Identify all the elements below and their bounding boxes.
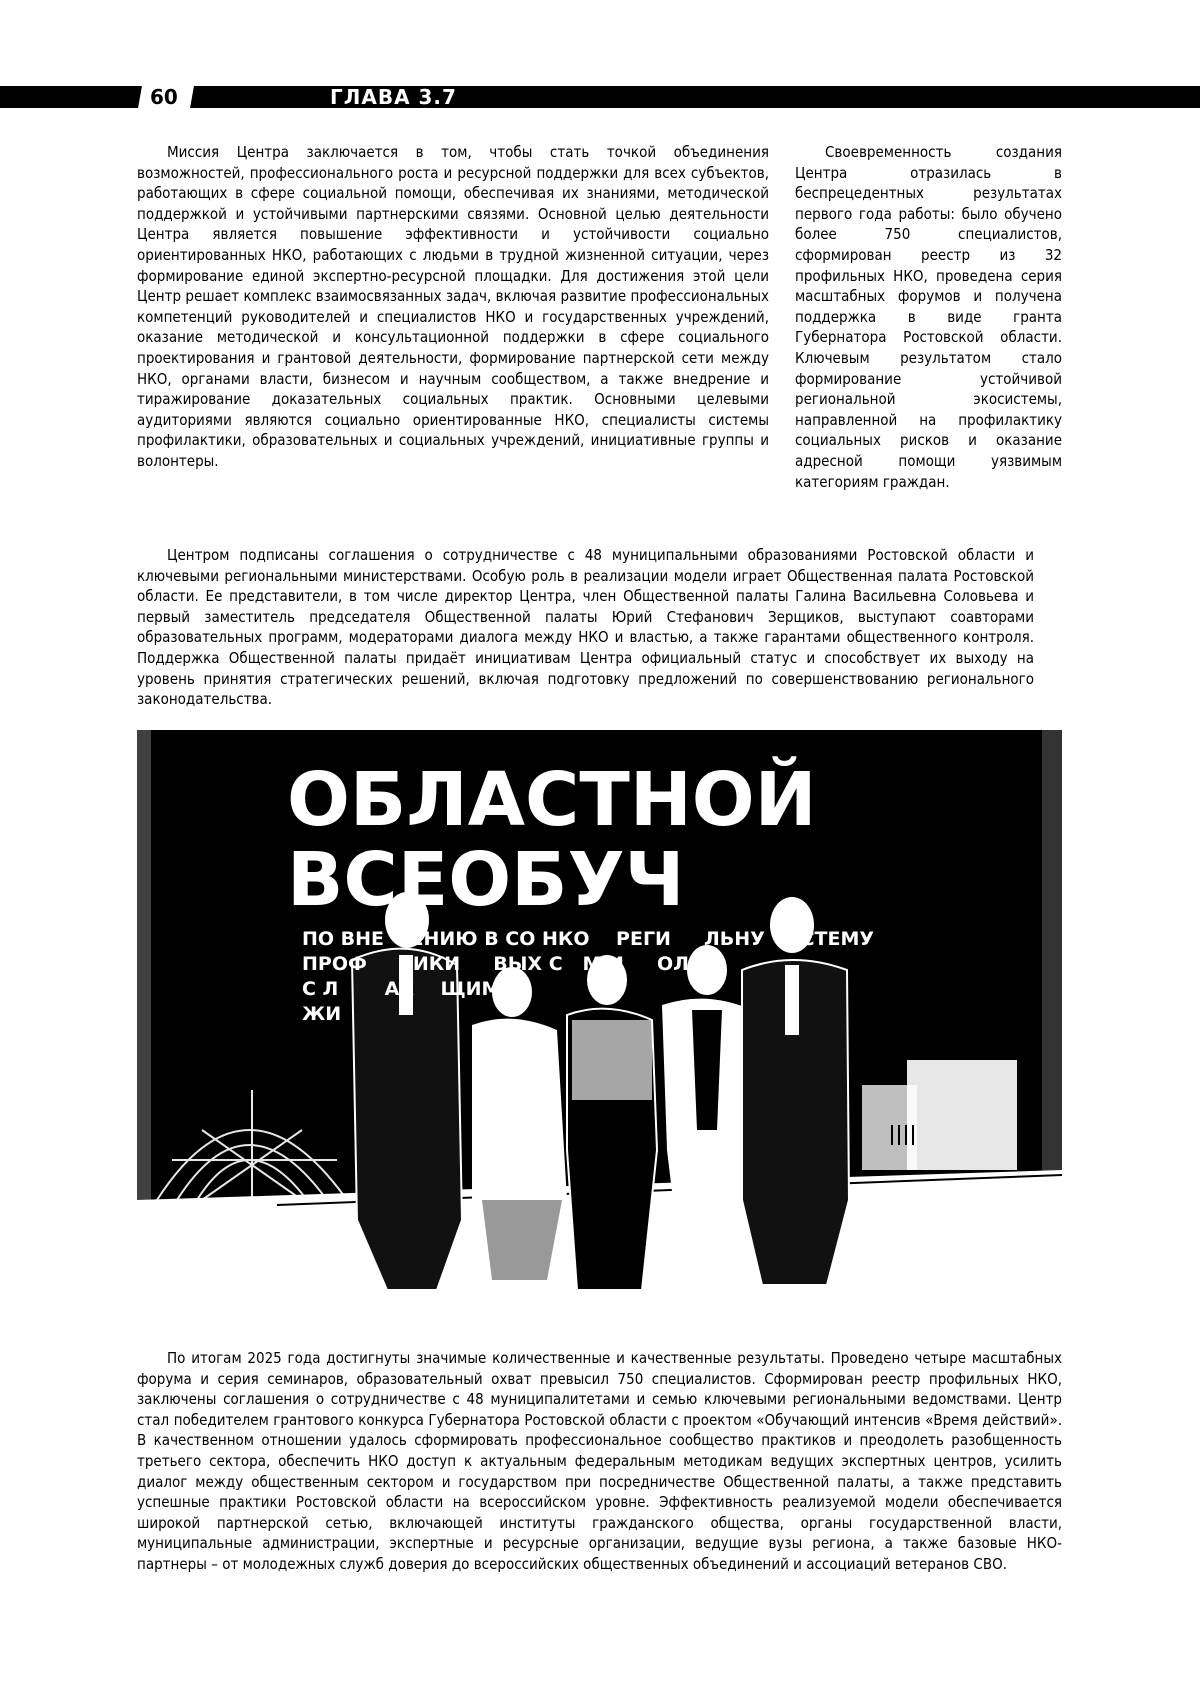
banner-subtitle-line2: ПРОФ ТИКИ ВЫХ С М И ОЛ [302,953,689,975]
agreements-paragraph: Центром подписаны соглашения о сотрудничестве с 48 муниципальными образованиями Ростовской области и ключевыми региональными министерствами. Особую роль в реализации модели играет Общественная палата Ростовской области. Ее представители, в том числе директор Центра, член Общественной палаты Галина Васильевна Соловьева и первый заместитель председателя Общественной палаты Юрий Стефанович Зерщиков, выступают соавторами образовательных программ, модераторами диалога между НКО и властью, а также гарантами общественного контроля. Поддержка Общественной палаты придаёт инициативам Центра официальный статус и способствует их выходу на уровень принятия стратегических решений, включая подготовку предложений по совершенствованию регионального законодательства. [137,546,1034,709]
banner-title-line2: ВСЕОБУЧ [287,837,685,923]
outcomes-section [137,1348,1062,1575]
mission-paragraph: Миссия Центра заключается в том, чтобы стать точкой объединения возможностей, профессионального роста и ресурсной поддержки для всех субъектов, работающих в сфере социальной помощи, обеспечивая их знаниями, методической поддержкой и устойчивыми партнерскими связями. Основной целью деятельности Центра является повышение эффективности и устойчивости социально ориентированных НКО, работающих с людьми в трудной жизненной ситуации, через формирование единой экспертно-ресурсной площадки. Для достижения этой цели Центр решает комплекс взаимосвязанных задач, включая развитие профессиональных компетенций руководителей и специалистов НКО и государственных учреждений, оказание методической и консультационной поддержки в сфере социального проектирования и грантовой деятельности, формирование партнерской сети между НКО, органами власти, бизнесом и научным сообществом, а также внедрение и тиражирование доказательных социальных практик. Основными целевыми аудиториями являются социально ориентированные НКО, специалисты системы профилактики, образовательных и социальных учреждений, инициативные группы и волонтеры. [137,143,769,470]
right-column [795,142,1062,492]
banner-title-line1: ОБЛАСТНОЙ [287,757,817,843]
banner-subtitle-line3: С Л АХ ЩИМ [302,978,501,1000]
event-photo [137,730,1062,1323]
banner-subtitle-line1: ПО ВНЕ ЕНИЮ В СО НКО РЕГИ ЛЬНУ ИСТЕМУ [302,928,875,950]
banner-subtitle-line4: ЖИ [302,1003,342,1025]
chapter-title: ГЛАВА 3.7 [330,85,457,109]
event-photo-illustration [137,730,1062,1323]
agreements-section [137,545,1034,710]
results-sidebar-paragraph: Своевременность создания Центра отразилась в беспрецедентных результатах первого года работы: было обучено более 750 специалистов, сформирован реестр из 32 профильных НКО, проведена серия масштабных форумов и получена поддержка в виде гранта Губернатора Ростовской области. Ключевым результатом стало формирование устойчивой региональной экосистемы, направленной на профилактику социальных рисков и оказание адресной помощи уязвимым категориям граждан. [795,143,1062,491]
outcomes-paragraph: По итогам 2025 года достигнуты значимые количественные и качественные результаты. Проведено четыре масштабных форума и серия семинаров, образовательный охват превысил 750 специалистов. Сформирован реестр профильных НКО, заключены соглашения о сотрудничестве с 48 муниципалитетами и семью ключевыми региональными ведомствами. Центр стал победителем грантового конкурса Губернатора Ростовской области с проектом «Обучающий интенсив «Время действий». В качественном отношении удалось сформировать профессиональное сообщество практиков и преодолеть разобщенность третьего сектора, обеспечить НКО доступ к актуальным федеральным методикам ведущих экспертных центров, усилить диалог между общественным сектором и государством при посредничестве Общественной палаты, а также представить успешные практики Ростовской области на всероссийском уровне. Эффективность реализуемой модели обеспечивается широкой партнерской сетью, включающей институты гражданского общества, органы государственной власти, муниципальные администрации, экспертные и ресурсные организации, ведущие вузы региона, а также базовые НКО-партнеры – от молодежных служб доверия до всероссийских общественных объединений и ассоциаций ветеранов СВО. [137,1349,1062,1573]
page-number: 60 [150,85,178,109]
left-column [137,142,769,472]
